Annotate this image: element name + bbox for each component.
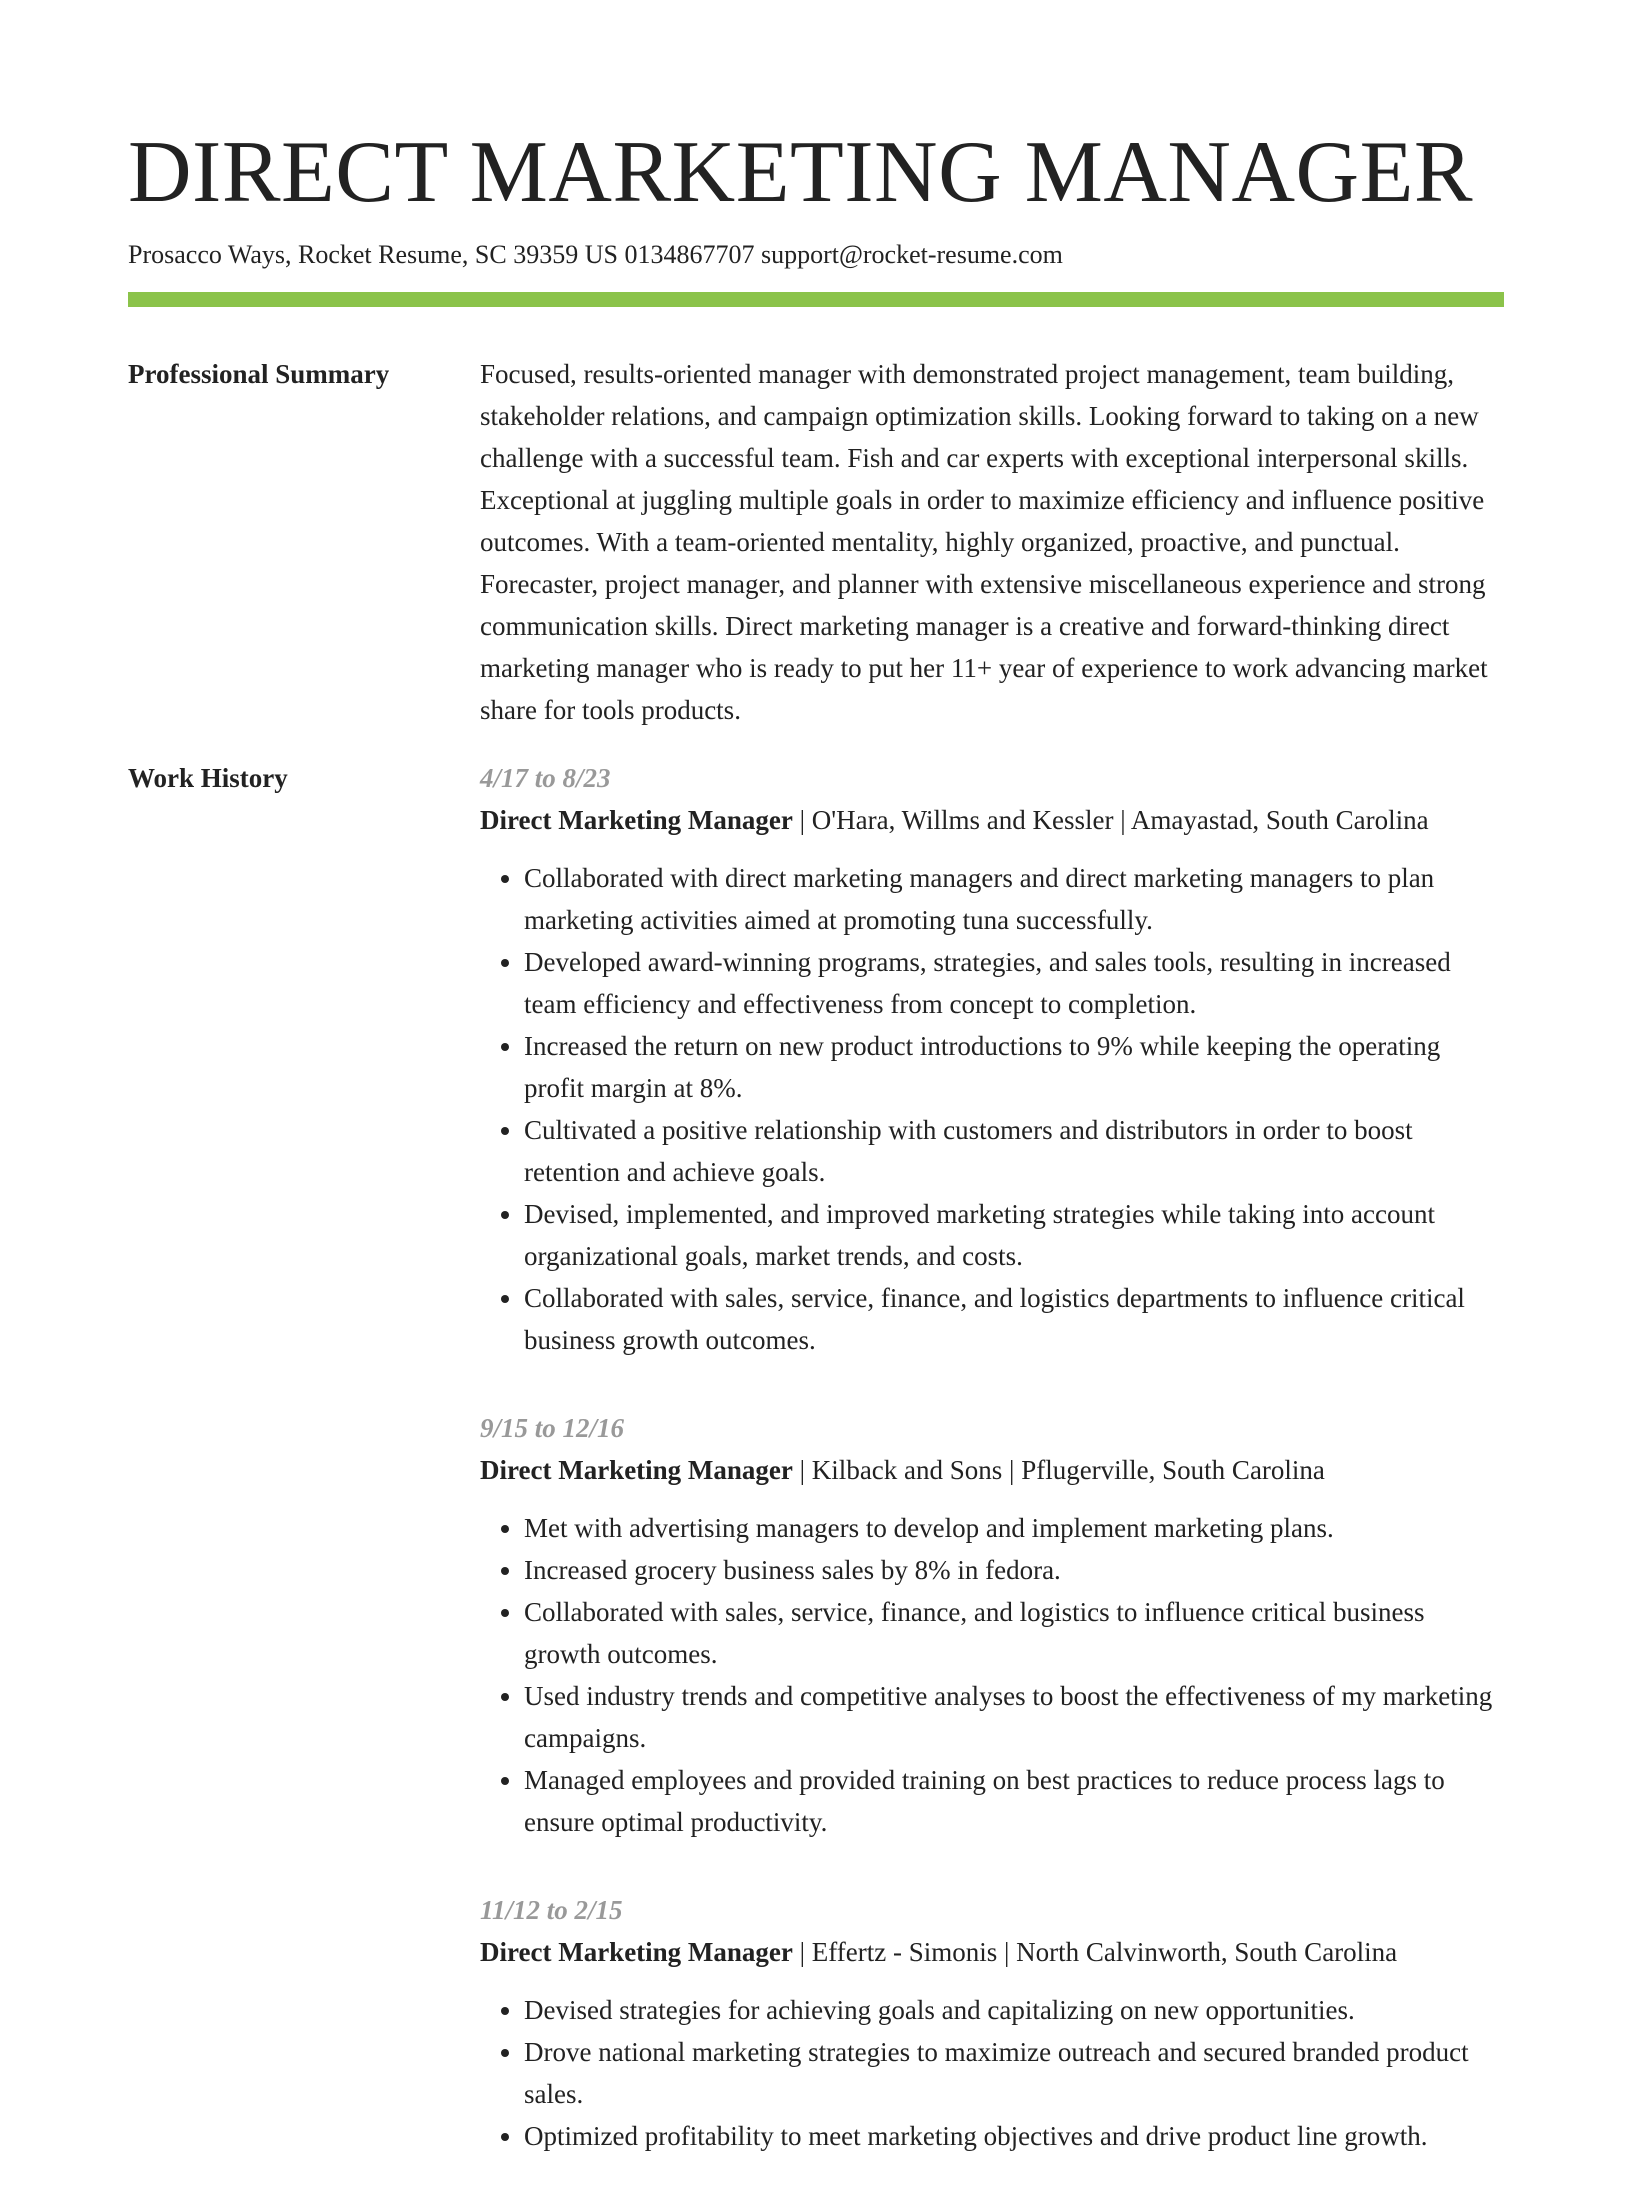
job-details: | Effertz - Simonis | North Calvinworth, South Carolina bbox=[792, 1937, 1398, 1967]
summary-label: Professional Summary bbox=[128, 359, 390, 389]
job-heading bbox=[480, 1449, 1504, 1491]
bullet-item: • Increased the return on new product introductions to 9% while keeping the operating profit margin at 8%. bbox=[524, 1025, 1504, 1109]
job-title: Direct Marketing Manager bbox=[480, 805, 793, 835]
bullet-item: • Optimized profitability to meet marketing objectives and drive product line growth. bbox=[524, 2115, 1504, 2157]
job-details: | Kilback and Sons | Pflugerville, South Carolina bbox=[792, 1455, 1325, 1485]
summary-section bbox=[128, 353, 1504, 731]
job-heading bbox=[480, 799, 1504, 841]
job-details: | O'Hara, Willms and Kessler | Amayastad, South Carolina bbox=[792, 805, 1429, 835]
bullet-item: • Collaborated with sales, service, finance, and logistics to influence critical business growth outcomes. bbox=[524, 1591, 1504, 1675]
bullet-item: • Managed employees and provided training on best practices to reduce process lags to ensure optimal productivity. bbox=[524, 1759, 1504, 1843]
resume-page bbox=[128, 120, 1504, 2203]
job-entry bbox=[480, 757, 1504, 1361]
bullet-item: • Collaborated with sales, service, finance, and logistics departments to influence critical business growth outcomes. bbox=[524, 1277, 1504, 1361]
summary-text: Focused, results-oriented manager with demonstrated project management, team building, stakeholder relations, and campaign optimization skills. Looking forward to taking on a new challenge with a successful team. Fish and car experts with exceptional interpersonal skills. Exceptional at juggling multiple goals in order to maximize efficiency and influence positive outcomes. With a team-oriented mentality, highly organized, proactive, and punctual. Forecaster, project manager, and planner with extensive miscellaneous experience and strong communication skills. Direct marketing manager is a creative and forward-thinking direct marketing manager who is ready to put her 11+ year of experience to work advancing market share for tools products. bbox=[480, 359, 1488, 725]
job-entry bbox=[480, 1889, 1504, 2157]
bullet-item: • Collaborated with direct marketing managers and direct marketing managers to plan marketing activities aimed at promoting tuna successfully. bbox=[524, 857, 1504, 941]
work-history-body bbox=[480, 757, 1504, 2203]
resume-title: DIRECT MARKETING MANAGER bbox=[128, 124, 1474, 221]
bullet-item: • Drove national marketing strategies to maximize outreach and secured branded product sales. bbox=[524, 2031, 1504, 2115]
contact-line: Prosacco Ways, Rocket Resume, SC 39359 US 0134867707 support@rocket-resume.com bbox=[128, 240, 1063, 269]
bullet-item: • Devised strategies for achieving goals and capitalizing on new opportunities. bbox=[524, 1989, 1504, 2031]
summary-body bbox=[480, 353, 1504, 731]
header-divider bbox=[128, 292, 1504, 307]
job-bullets bbox=[480, 1989, 1504, 2157]
bullet-item: • Cultivated a positive relationship with customers and distributors in order to boost retention and achieve goals. bbox=[524, 1109, 1504, 1193]
bullet-item: • Developed award-winning programs, strategies, and sales tools, resulting in increased team efficiency and effectiveness from concept to completion. bbox=[524, 941, 1504, 1025]
job-dates: 11/12 to 2/15 bbox=[480, 1895, 623, 1925]
bullet-item: • Increased grocery business sales by 8% in fedora. bbox=[524, 1549, 1504, 1591]
job-title: Direct Marketing Manager bbox=[480, 1455, 793, 1485]
bullet-item: • Devised, implemented, and improved marketing strategies while taking into account organizational goals, market trends, and costs. bbox=[524, 1193, 1504, 1277]
job-bullets bbox=[480, 1507, 1504, 1843]
work-history-label: Work History bbox=[128, 763, 288, 793]
job-title: Direct Marketing Manager bbox=[480, 1937, 793, 1967]
job-bullets bbox=[480, 857, 1504, 1361]
bullet-item: • Used industry trends and competitive analyses to boost the effectiveness of my marketing campaigns. bbox=[524, 1675, 1504, 1759]
job-entry bbox=[480, 1407, 1504, 1843]
job-dates: 9/15 to 12/16 bbox=[480, 1413, 625, 1443]
work-history-section bbox=[128, 757, 1504, 2203]
job-heading bbox=[480, 1931, 1504, 1973]
job-dates: 4/17 to 8/23 bbox=[480, 763, 611, 793]
bullet-item: • Met with advertising managers to develop and implement marketing plans. bbox=[524, 1507, 1504, 1549]
